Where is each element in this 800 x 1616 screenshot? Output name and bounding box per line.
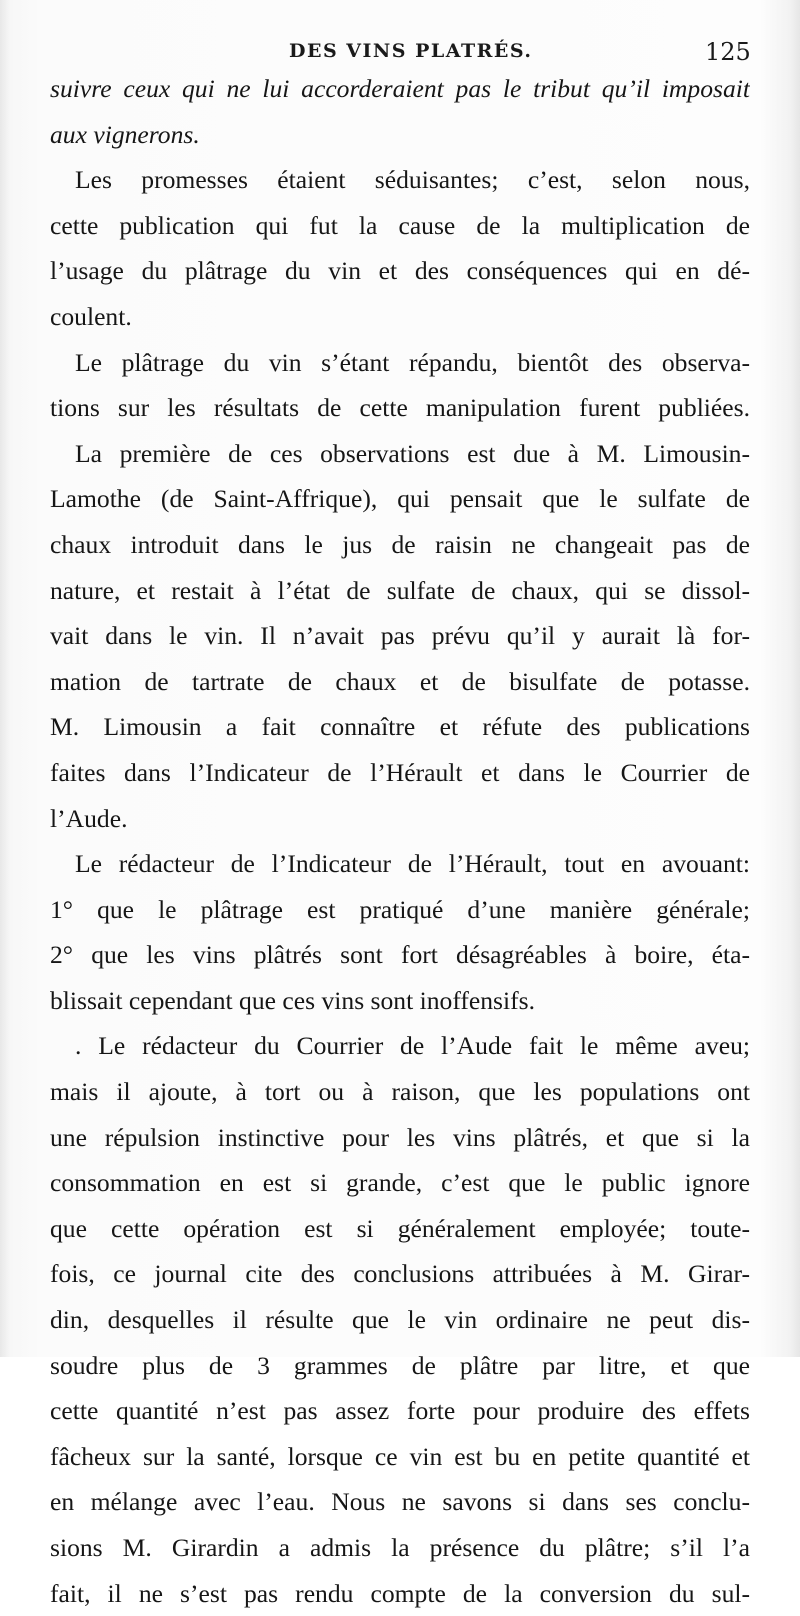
text-line: fois, ce journal cite des conclusions attribuées à M. Girar- (50, 1259, 750, 1289)
text-line: 2° que les vins plâtrés sont fort désagréables à boire, éta- (50, 940, 750, 970)
text-line: l’usage du plâtrage du vin et des conséquences qui en dé- (50, 256, 750, 286)
text-line: en mélange avec l’eau. Nous ne savons si dans ses conclu- (50, 1487, 750, 1517)
text-line: La première de ces observations est due à M. Limousin- (75, 438, 750, 468)
text-line: fait, il ne s’est pas rendu compte de la conversion du sul- (50, 1578, 750, 1608)
text-line: din, desquelles il résulte que le vin ordinaire ne peut dis- (50, 1305, 750, 1335)
page-number: 125 (705, 38, 751, 66)
text-line: . Le rédacteur du Courrier de l’Aude fait le même aveu; (75, 1031, 750, 1061)
text-line: faites dans l’Indicateur de l’Hérault et dans le Courrier de (50, 757, 750, 787)
text-line: Les promesses étaient séduisantes; c’est, selon nous, (75, 165, 750, 195)
text-line: tions sur les résultats de cette manipulation furent publiées. (50, 393, 750, 423)
text-line: que cette opération est si généralement employée; toute- (50, 1213, 750, 1243)
text-line: cette publication qui fut la cause de la multiplication de (50, 210, 750, 240)
body-text (50, 66, 750, 1616)
text-line: nature, et restait à l’état de sulfate de chaux, qui se dissol- (50, 575, 750, 605)
text-line: consommation en est si grande, c’est que le public ignore (50, 1168, 750, 1198)
running-head: DES VINS PLATRÉS. (289, 40, 533, 62)
text-line: l’Aude. (50, 803, 128, 833)
text-line: une répulsion instinctive pour les vins plâtrés, et que si la (50, 1122, 750, 1152)
text-line: mais il ajoute, à tort ou à raison, que les populations ont (50, 1077, 750, 1107)
text-line: suivre ceux qui ne lui accorderaient pas le tribut qu’il imposait (50, 74, 750, 103)
text-line: Le plâtrage du vin s’étant répandu, bientôt des observa- (75, 347, 750, 377)
text-line: vait dans le vin. Il n’avait pas prévu qu’il y aurait là for- (50, 621, 750, 651)
text-line: cette quantité n’est pas assez forte pour produire des effets (50, 1396, 750, 1426)
text-line: blissait cependant que ces vins sont inoffensifs. (50, 985, 536, 1015)
text-line: Le rédacteur de l’Indicateur de l’Hérault, tout en avouant: (75, 849, 750, 879)
text-line: aux vignerons. (50, 119, 200, 149)
text-line: soudre plus de 3 grammes de plâtre par litre, et que (50, 1350, 750, 1380)
text-line: sions M. Girardin a admis la présence du plâtre; s’il l’a (50, 1533, 750, 1562)
text-line: 1° que le plâtrage est pratiqué d’une manière générale; (50, 894, 750, 924)
text-line: fâcheux sur la santé, lorsque ce vin est bu en petite quantité et (50, 1441, 750, 1471)
text-line: Lamothe (de Saint-Affrique), qui pensait que le sulfate de (50, 484, 750, 514)
text-line: chaux introduit dans le jus de raisin ne changeait pas de (50, 529, 750, 559)
text-line: M. Limousin a fait connaître et réfute des publications (50, 712, 750, 742)
text-line: coulent. (50, 301, 132, 331)
text-line: mation de tartrate de chaux et de bisulfate de potasse. (50, 666, 750, 696)
